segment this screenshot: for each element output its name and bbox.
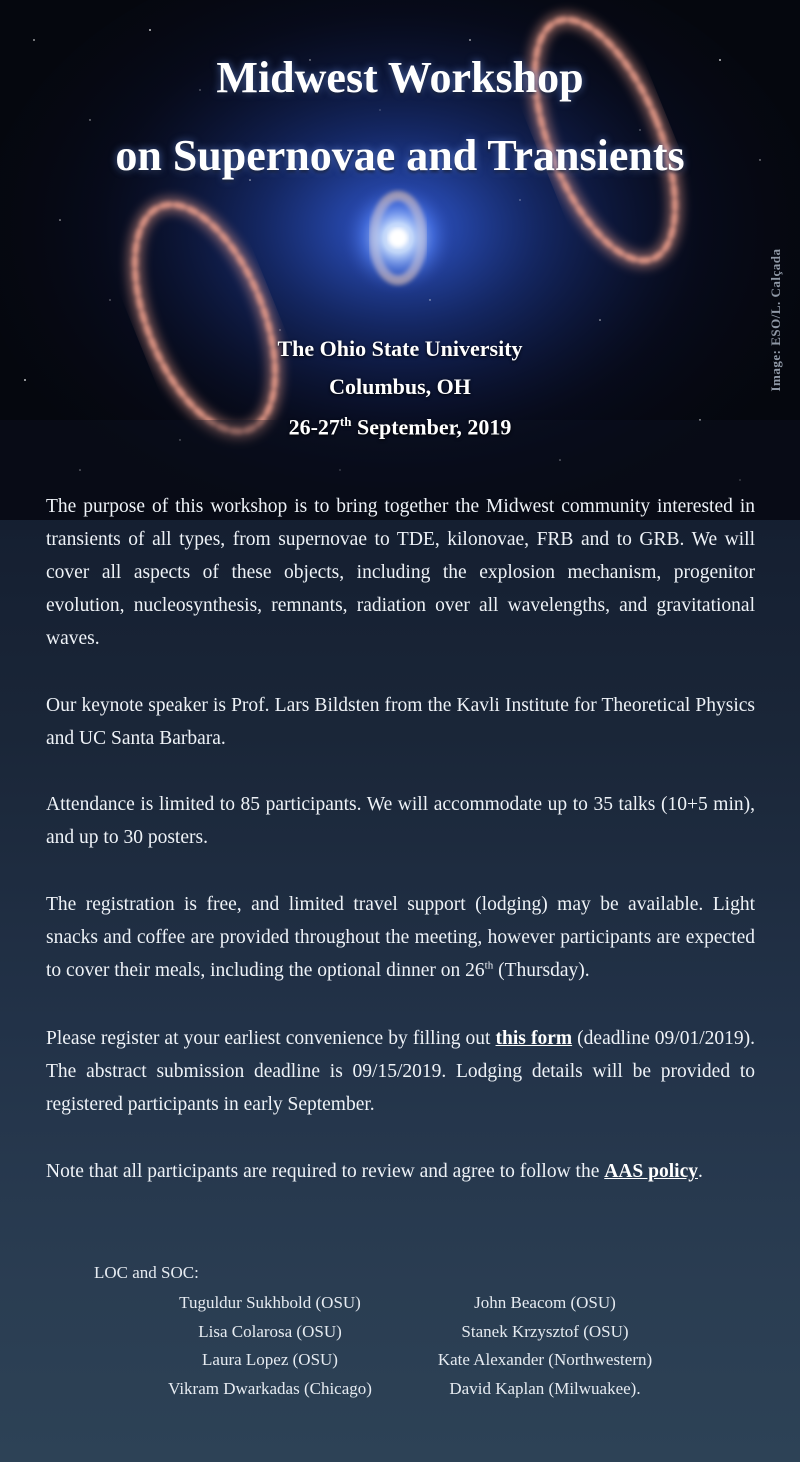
page-title-line-1: Midwest Workshop	[216, 53, 584, 102]
committee-heading: LOC and SOC:	[94, 1263, 199, 1282]
date-month-year: September, 2019	[351, 414, 512, 440]
committee-member: Stanek Krzysztof (OSU)	[461, 1321, 629, 1341]
committee-member: Kate Alexander (Northwestern)	[437, 1350, 653, 1369]
committee-member: Lisa Colarosa (OSU)	[198, 1321, 342, 1341]
image-credit: Image: ESO/L. Calçada	[768, 248, 783, 392]
registration-paragraph	[46, 888, 755, 987]
committee-member: David Kaplan (Milwuakee).	[449, 1378, 641, 1398]
registration-text-end: (Thursday).	[493, 960, 590, 981]
venue-university: The Ohio State University	[277, 336, 523, 361]
committee-member: Tuguldur Sukhbold (OSU)	[179, 1293, 361, 1312]
policy-paragraph	[46, 1155, 755, 1188]
keynote-paragraph: Our keynote speaker is Prof. Lars Bildsten from the Kavli Institute for Theoretical Physics and UC Santa Barbara.	[46, 695, 755, 749]
date-range: 26-27	[288, 414, 340, 440]
policy-text-end: .	[697, 1161, 703, 1182]
date-superscript: th	[339, 414, 352, 429]
page-title-line-2: on Supernovae and Transients	[115, 131, 685, 180]
register-paragraph	[46, 1022, 755, 1121]
purpose-paragraph: The purpose of this workshop is to bring together the Midwest community interested in transients of all types, from supernovae to TDE, kilonovae, FRB and to GRB. We will cover all aspects of these objects, including the explosion mechanism, progenitor evolution, nucleosynthesis, remnants, radiation over all wavelengths, and gravitational waves.	[46, 496, 755, 649]
committee-left-column	[140, 1289, 400, 1403]
attendance-paragraph: Attendance is limited to 85 participants. We will accommodate up to 35 talks (10+5 min), and up to 30 posters.	[46, 794, 755, 848]
registration-text: The registration is free, and limited travel support (lodging) may be available. Light snacks and coffee are provided throughout the meeting, however participants are expected to cover their meals, including the optional dinner on 26	[46, 894, 755, 981]
committee-member: Vikram Dwarkadas (Chicago)	[168, 1378, 372, 1398]
policy-text: Note that all participants are required to review and agree to follow the	[46, 1161, 605, 1182]
register-text: Please register at your earliest convenience by filling out	[46, 1028, 496, 1049]
aas-policy-link[interactable]: AAS policy	[604, 1161, 698, 1182]
committee-member: Laura Lopez (OSU)	[202, 1350, 338, 1369]
workshop-date	[0, 414, 800, 440]
register-text-end: (deadline 09/01/2019). The abstract submission deadline is 09/15/2019. Lodging details will be provided to registered participants in early September.	[46, 1028, 755, 1115]
committee-member: John Beacom (OSU)	[474, 1293, 616, 1312]
committee-right-column	[400, 1289, 690, 1403]
venue-city: Columbus, OH	[329, 374, 471, 399]
registration-form-link[interactable]: this form	[495, 1028, 573, 1049]
registration-superscript: th	[484, 959, 494, 972]
